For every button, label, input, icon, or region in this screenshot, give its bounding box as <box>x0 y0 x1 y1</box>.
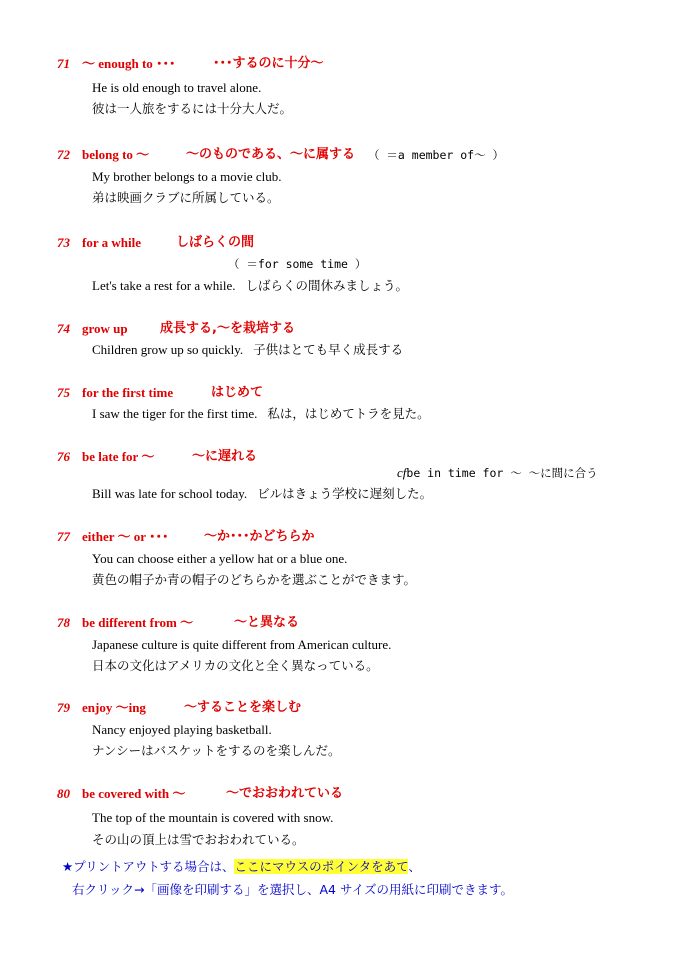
example-japanese: 子供はとても早く成長する <box>253 342 404 357</box>
entry-number: 71 <box>57 56 70 71</box>
cf-label: cf <box>397 465 407 480</box>
example-english: He is old enough to travel alone. <box>92 80 262 95</box>
example-line <box>92 486 432 503</box>
entry-meaning: ～でおおわれている <box>226 786 344 801</box>
example-english: Let's take a rest for a while. <box>92 278 236 293</box>
example-japanese: ビルはきょう学校に遅刻した。 <box>257 486 433 501</box>
entry-meaning: ～することを楽しむ <box>184 700 302 715</box>
entry-note-text: be in time for ～ ～に間に合う <box>406 466 598 480</box>
entry-number: 74 <box>57 321 70 336</box>
star-icon: ★ <box>62 859 74 874</box>
entry-meaning: しばらくの間 <box>176 235 255 250</box>
entry-note: （ ＝for some time ） <box>228 257 367 271</box>
entry-phrase: be different from ～ <box>82 615 194 630</box>
entry-phrase: be late for ～ <box>82 449 155 464</box>
entry-note <box>397 465 598 481</box>
entry-meaning: ～のものである、～に属する <box>186 147 356 162</box>
example-japanese: しばらくの間休みましょう。 <box>245 278 408 293</box>
entry-number: 75 <box>57 385 70 400</box>
example-english: I saw the tiger for the first time. <box>92 406 258 421</box>
entry-meaning: ～と異なる <box>234 615 300 630</box>
entry-number: 78 <box>57 615 70 630</box>
entry-note: （ ＝a member of～ ） <box>368 148 505 162</box>
entry-number: 79 <box>57 700 70 715</box>
example-english: My brother belongs to a movie club. <box>92 169 282 184</box>
entry-meaning: ～に遅れる <box>192 449 258 464</box>
entry-number: 80 <box>57 786 70 801</box>
entry-meaning: ･･･するのに十分～ <box>213 56 324 71</box>
entry-phrase: for a while <box>82 235 141 250</box>
entry-meaning: 成長する,～を栽培する <box>160 321 295 336</box>
example-english: Children grow up so quickly. <box>92 342 244 357</box>
example-japanese: その山の頂上は雪でおおわれている。 <box>92 832 305 847</box>
print-instructions-line1 <box>62 857 421 875</box>
entry-phrase: be covered with ～ <box>82 786 186 801</box>
example-english: Nancy enjoyed playing basketball. <box>92 722 272 737</box>
example-english: Japanese culture is quite different from American culture. <box>92 637 392 652</box>
entry-number: 72 <box>57 147 70 162</box>
entry-number: 76 <box>57 449 70 464</box>
example-english: You can choose either a yellow hat or a blue one. <box>92 551 348 566</box>
entry-number: 73 <box>57 235 70 250</box>
entry-phrase: for the first time <box>82 385 174 400</box>
example-japanese: 彼は一人旅をするには十分大人だ。 <box>92 101 293 116</box>
example-line <box>92 278 408 295</box>
example-japanese: 黄色の帽子か青の帽子のどちらかを選ぶことができます。 <box>92 572 417 587</box>
example-japanese: 私は，はじめてトラを見た。 <box>267 406 430 421</box>
example-english: Bill was late for school today. <box>92 486 248 501</box>
example-line <box>92 406 430 423</box>
entry-number: 77 <box>57 529 70 544</box>
entry-meaning: ～か･･･かどちらか <box>204 529 315 544</box>
print-image-link[interactable]: ここにマウスのポインタをあて <box>234 859 409 874</box>
entry-meaning: はじめて <box>211 385 264 400</box>
print-instructions-comma: 、 <box>408 859 421 874</box>
entry-phrase: ～ enough to ･･･ <box>82 56 176 71</box>
example-japanese: 弟は映画クラブに所属している。 <box>92 190 280 205</box>
example-english: The top of the mountain is covered with snow. <box>92 810 334 825</box>
example-japanese: 日本の文化はアメリカの文化と全く異なっている。 <box>92 658 379 673</box>
entry-phrase: enjoy ～ing <box>82 700 146 715</box>
entry-phrase: grow up <box>82 321 128 336</box>
example-japanese: ナンシーはバスケットをするのを楽しんだ。 <box>92 743 341 758</box>
entry-phrase: belong to ～ <box>82 147 150 162</box>
example-line <box>92 342 403 359</box>
entry-phrase: either ～ or ･･･ <box>82 529 169 544</box>
print-instructions-text: プリントアウトする場合は、 <box>73 859 235 874</box>
print-instructions-line2: 右クリック→「画像を印刷する」を選択し、A4 サイズの用紙に印刷できます。 <box>72 882 513 897</box>
